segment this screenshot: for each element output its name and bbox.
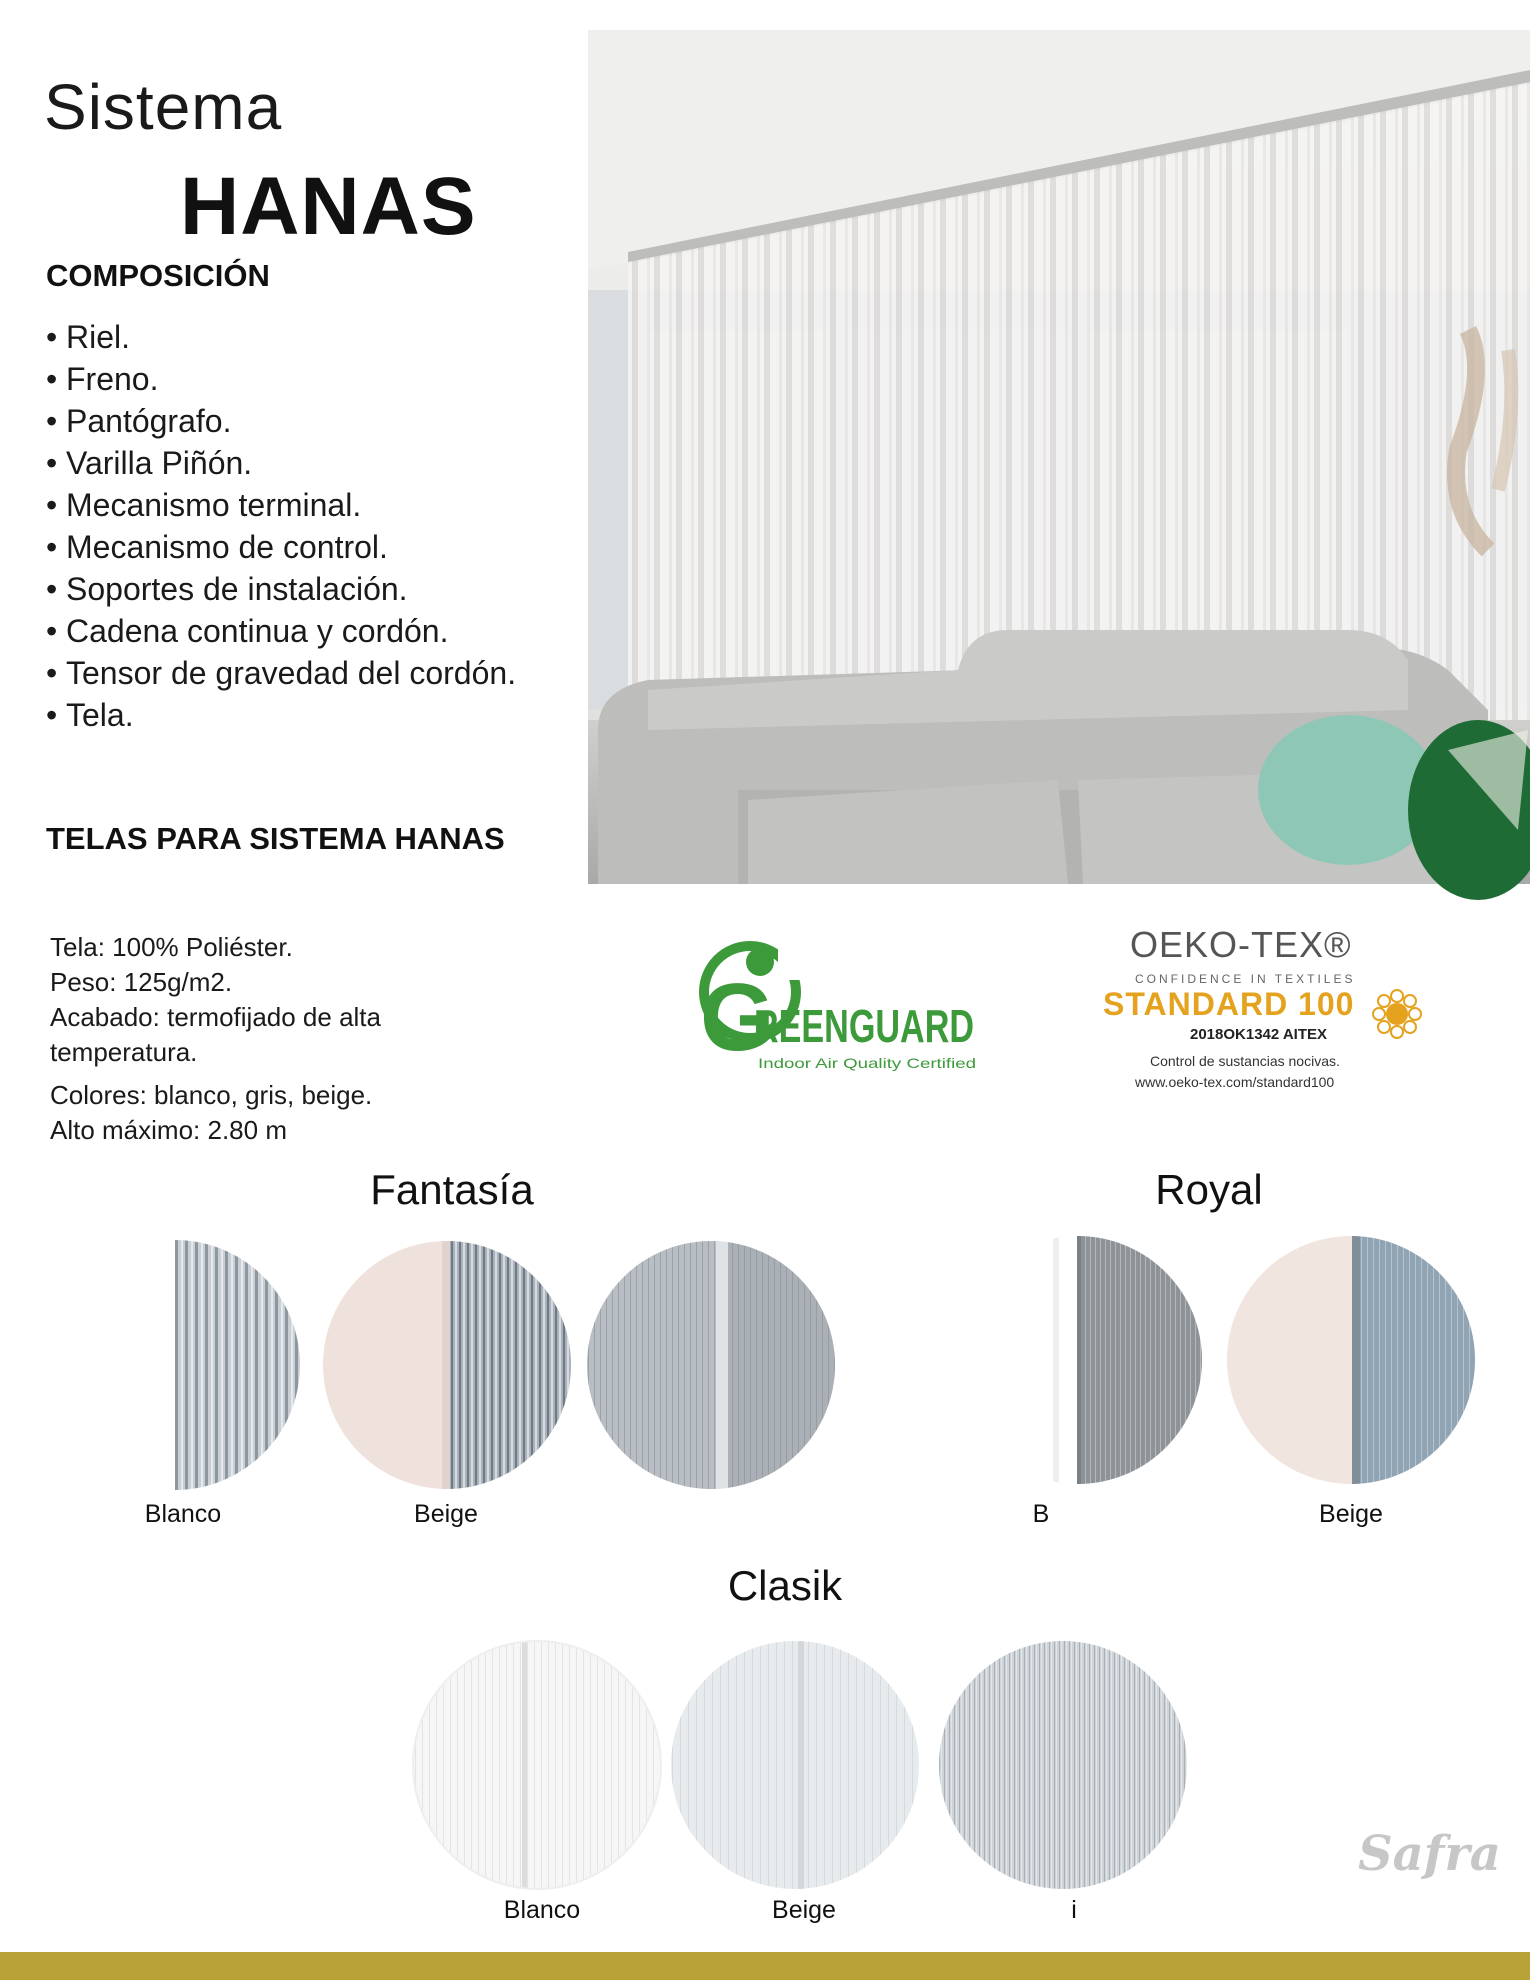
greenguard-tagline: Indoor Air Quality Certified	[758, 1055, 976, 1071]
title-sistema: Sistema	[44, 71, 283, 143]
oekotex-standard: STANDARD 100	[1103, 986, 1355, 1022]
clasik-swatch-blanco	[412, 1640, 662, 1890]
footer-bar	[0, 1952, 1530, 1980]
list-item: • Tela.	[46, 694, 566, 736]
list-item: • Mecanismo de control.	[46, 526, 566, 568]
hero-photo	[588, 30, 1530, 884]
oekotex-logo	[1095, 920, 1455, 1100]
spec-tela: Tela: 100% Poliéster.	[50, 932, 293, 962]
composition-heading: COMPOSICIÓN	[46, 258, 270, 293]
spec-alto: Alto máximo: 2.80 m	[50, 1115, 287, 1145]
clasik-label-blanco: Blanco	[503, 1896, 581, 1924]
spec-acabado: Acabado: termofijado de alta temperatura.	[50, 1002, 381, 1067]
royal-label-beige: Beige	[1319, 1500, 1383, 1528]
clasik-swatch-grey	[938, 1640, 1188, 1890]
oekotex-subtitle: CONFIDENCE IN TEXTILES	[1135, 972, 1356, 986]
clasik-swatch-beige	[670, 1640, 920, 1890]
royal-title: Royal	[1155, 1166, 1263, 1213]
list-item: • Pantógrafo.	[46, 400, 566, 442]
fantasia-swatch-grey	[586, 1240, 836, 1490]
greenguard-logo	[690, 930, 1010, 1080]
greenguard-name: REENGUARD	[754, 1000, 974, 1052]
oekotex-code: 2018OK1342 AITEX	[1190, 1026, 1328, 1043]
spec-peso: Peso: 125g/m2.	[50, 967, 233, 997]
title-hanas: HANAS	[180, 161, 477, 252]
greenguard-initial: G	[700, 964, 775, 1071]
royal-swatch-beige	[1226, 1235, 1476, 1485]
royal-swatch-b	[953, 1235, 1203, 1485]
clasik-title: Clasik	[727, 1562, 843, 1609]
list-item: • Tensor de gravedad del cordón.	[46, 652, 566, 694]
oekotex-flower-icon	[1367, 984, 1427, 1044]
list-item: • Riel.	[46, 316, 566, 358]
oekotex-control-text: Control de sustancias nocivas.	[1150, 1053, 1340, 1069]
clasik-label-i: i	[1071, 1896, 1077, 1924]
fantasia-label-blanco: Blanco	[144, 1500, 222, 1528]
fabrics-heading: TELAS PARA SISTEMA HANAS	[46, 821, 505, 856]
oekotex-url: www.oeko-tex.com/standard100	[1135, 1074, 1335, 1090]
list-item: • Soportes de instalación.	[46, 568, 566, 610]
fantasia-swatch-blanco	[175, 1240, 301, 1490]
list-item: • Cadena continua y cordón.	[46, 610, 566, 652]
list-item: • Varilla Piñón.	[46, 442, 566, 484]
spec-colores: Colores: blanco, gris, beige.	[50, 1080, 373, 1110]
list-item: • Mecanismo terminal.	[46, 484, 566, 526]
royal-label-b: B	[1032, 1500, 1050, 1528]
oekotex-title: OEKO-TEX®	[1130, 924, 1352, 965]
safra-logo: Safra	[1358, 1826, 1501, 1882]
fabric-specs	[50, 930, 530, 1148]
fantasia-title: Fantasía	[370, 1166, 534, 1213]
fantasia-label-beige: Beige	[414, 1500, 478, 1528]
composition-list	[46, 316, 566, 736]
clasik-label-beige: Beige	[772, 1896, 836, 1924]
fantasia-swatch-beige	[322, 1240, 572, 1490]
list-item: • Freno.	[46, 358, 566, 400]
